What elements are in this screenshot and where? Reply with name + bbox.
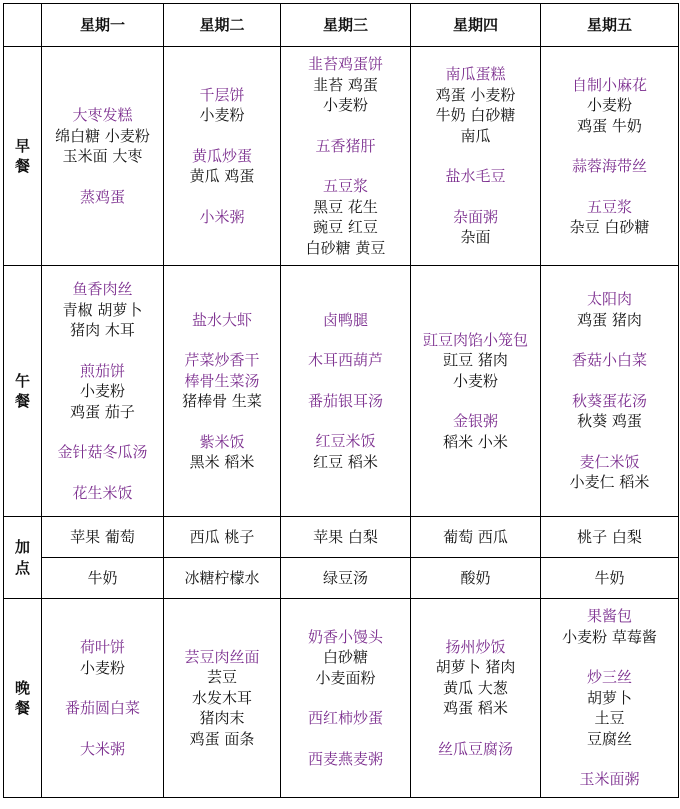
breakfast-cell-wed: [281, 47, 411, 266]
dish-name: 盐水大虾: [191, 310, 252, 329]
header-row: [4, 4, 679, 47]
ingredient-line: 青椒 胡萝卜: [62, 300, 143, 319]
ingredient-line: 鸡蛋 面条: [189, 729, 255, 748]
ingredient-line: 鸡蛋 猪肉: [577, 310, 642, 329]
dish-spacer: [164, 187, 280, 207]
snack-drink-mon: 牛奶: [42, 558, 164, 599]
dish-name: 自制小麻花: [571, 75, 647, 94]
dish-name: 黄瓜炒蛋: [191, 146, 252, 165]
ingredient-line: 鸡蛋 茄子: [70, 402, 135, 421]
dish-name: 南瓜蛋糕: [445, 65, 506, 84]
dish-spacer: [411, 146, 540, 166]
ingredient-line: 秋葵 鸡蛋: [577, 412, 642, 431]
dish-spacer: [281, 116, 410, 136]
corner-cell: [4, 4, 42, 47]
meal-label-dinner: 晚 餐: [4, 599, 42, 798]
dish-spacer: [411, 391, 540, 411]
dish-name: 蒸鸡蛋: [79, 187, 125, 206]
dish-name: 果酱包: [586, 607, 632, 626]
dish-name: 红豆米饭: [315, 432, 376, 451]
dish-spacer: [541, 432, 678, 452]
ingredient-line: 黄瓜 鸡蛋: [189, 167, 255, 186]
ingredient-line: 杂豆 白砂糖: [569, 218, 650, 236]
dish-name: 卤鸭腿: [322, 310, 368, 329]
dinner-cell-fri: [541, 599, 679, 798]
dish-spacer: [541, 136, 678, 156]
dish-name: 鱼香肉丝: [72, 280, 133, 298]
ingredient-line: 玉米面 大枣: [62, 147, 143, 165]
day-header-mon: 星期一: [42, 4, 164, 47]
meal-label-snack: 加 点: [4, 517, 42, 599]
breakfast-cell-fri: [541, 47, 679, 266]
ingredient-line: 豌豆 红豆: [313, 218, 378, 236]
snack-fruit-thu: 葡萄 西瓜: [411, 517, 541, 558]
dish-spacer: [42, 463, 163, 483]
ingredient-line: 小麦面粉: [315, 668, 376, 687]
dish-spacer: [164, 126, 280, 146]
dish-name: 煎茄饼: [79, 361, 125, 380]
dish-name: 大枣发糕: [72, 106, 133, 124]
dinner-cell-wed: [281, 599, 411, 798]
ingredient-line: 白砂糖 黄豆: [305, 238, 386, 257]
dish-name: 香菇小白菜: [571, 351, 647, 370]
dish-name: 千层饼: [199, 85, 245, 104]
snack-fruit-tue: 西瓜 桃子: [164, 517, 281, 558]
dish-name: 秋葵蛋花汤: [571, 391, 647, 410]
ingredient-line: 稻米 小米: [443, 432, 508, 451]
dish-spacer: [541, 647, 678, 667]
dish-name: 小米粥: [199, 207, 245, 226]
dish-name: 玉米面粥: [579, 770, 640, 789]
ingredient-line: 杂面: [460, 228, 491, 247]
snack-drink-wed: 绿豆汤: [281, 558, 411, 599]
dish-spacer: [164, 412, 280, 432]
ingredient-line: 小麦粉: [452, 371, 498, 390]
ingredient-line: 小麦粉: [79, 658, 125, 677]
dinner-cell-thu: [411, 599, 541, 798]
ingredient-line: 猪棒骨 生菜: [182, 392, 262, 410]
day-header-wed: 星期三: [281, 4, 411, 47]
snack-drink-row: [4, 558, 679, 599]
ingredient-line: 黑豆 花生: [313, 197, 378, 216]
ingredient-line: 土豆: [594, 709, 625, 728]
ingredient-line: 猪肉末: [199, 709, 245, 728]
dish-name: 五香猪肝: [315, 136, 376, 155]
breakfast-row: [4, 47, 679, 266]
snack-fruit-row: [4, 517, 679, 558]
day-header-fri: 星期五: [541, 4, 679, 47]
dish-spacer: [281, 156, 410, 176]
ingredient-line: 水发木耳: [191, 688, 252, 707]
dish-spacer: [541, 330, 678, 350]
dish-spacer: [411, 719, 540, 739]
dish-name: 炒三丝: [586, 668, 632, 687]
ingredient-line: 韭苔 鸡蛋: [313, 75, 378, 94]
ingredient-line: 牛奶 白砂糖: [435, 106, 516, 125]
ingredient-line: 黑米 稻米: [189, 453, 255, 471]
dish-name: 韭苔鸡蛋饼: [307, 55, 383, 73]
snack-fruit-fri: 桃子 白梨: [541, 517, 679, 558]
dish-name: 芹菜炒香干: [184, 351, 260, 369]
dish-spacer: [42, 167, 163, 187]
dinner-row: [4, 599, 679, 798]
lunch-cell-mon: [42, 266, 164, 517]
breakfast-cell-thu: [411, 47, 541, 266]
ingredient-line: 南瓜: [460, 126, 491, 145]
lunch-cell-thu: [411, 266, 541, 517]
weekly-menu-table: [3, 3, 679, 798]
dish-name: 金银粥: [452, 412, 498, 431]
dish-name: 太阳肉: [586, 290, 632, 309]
dish-spacer: [541, 749, 678, 769]
dish-name: 紫米饭: [199, 432, 245, 451]
dish-name: 番茄圆白菜: [64, 699, 140, 717]
dish-name: 丝瓜豆腐汤: [437, 739, 513, 758]
ingredient-line: 芸豆: [206, 668, 237, 687]
meal-label-lunch: 午 餐: [4, 266, 42, 517]
ingredient-line: 豇豆 猪肉: [443, 351, 508, 370]
ingredient-line: 鸡蛋 牛奶: [577, 116, 642, 135]
ingredient-line: 鸡蛋 稻米: [443, 699, 508, 718]
ingredient-line: 小麦粉: [79, 382, 125, 400]
snack-drink-fri: 牛奶: [541, 558, 679, 599]
dish-name: 花生米饭: [72, 483, 133, 502]
dish-spacer: [42, 678, 163, 698]
dish-name: 五豆浆: [322, 177, 368, 195]
dish-name: 豇豆肉馅小笼包: [422, 330, 528, 349]
snack-fruit-wed: 苹果 白梨: [281, 517, 411, 558]
dish-spacer: [281, 411, 410, 431]
dish-name: 麦仁米饭: [579, 452, 640, 471]
lunch-cell-fri: [541, 266, 679, 517]
ingredient-line: 猪肉 木耳: [70, 321, 135, 339]
ingredient-line: 鸡蛋 小麦粉: [435, 85, 516, 104]
ingredient-line: 白砂糖: [322, 648, 368, 667]
ingredient-line: 红豆 稻米: [313, 452, 378, 471]
lunch-cell-wed: [281, 266, 411, 517]
ingredient-line: 小麦粉: [586, 96, 632, 114]
dish-spacer: [281, 729, 410, 749]
ingredient-line: 小麦粉 草莓酱: [562, 627, 657, 646]
ingredient-line: 小麦粉: [199, 106, 245, 125]
snack-drink-tue: 冰糖柠檬水: [164, 558, 281, 599]
lunch-row: [4, 266, 679, 517]
dinner-cell-mon: [42, 599, 164, 798]
dish-name: 五豆浆: [586, 197, 632, 216]
dinner-cell-tue: [164, 599, 281, 798]
dish-spacer: [42, 422, 163, 442]
ingredient-line: 小麦仁 稻米: [569, 473, 650, 492]
dish-spacer: [42, 719, 163, 739]
dish-name: 杂面粥: [452, 207, 498, 226]
dish-name: 西麦燕麦粥: [307, 749, 383, 768]
day-header-tue: 星期二: [164, 4, 281, 47]
dish-name: 盐水毛豆: [445, 167, 506, 186]
lunch-cell-tue: [164, 266, 281, 517]
dish-spacer: [281, 371, 410, 391]
breakfast-cell-tue: [164, 47, 281, 266]
dish-spacer: [164, 330, 280, 350]
dish-name: 木耳西葫芦: [307, 351, 383, 370]
ingredient-line: 绵白糖 小麦粉: [55, 126, 150, 145]
snack-fruit-mon: 苹果 葡萄: [42, 517, 164, 558]
ingredient-line: 豆腐丝: [586, 729, 632, 748]
dish-name: 金针菇冬瓜汤: [57, 443, 148, 461]
ingredient-line: 黄瓜 大葱: [443, 678, 508, 697]
dish-spacer: [281, 688, 410, 708]
ingredient-line: 胡萝卜: [586, 688, 632, 707]
ingredient-line: 胡萝卜 猪肉: [435, 658, 516, 677]
ingredient-line: 小麦粉: [322, 96, 368, 114]
dish-name: 番茄银耳汤: [307, 391, 383, 410]
dish-name: 西红柿炒蛋: [307, 709, 383, 728]
dish-name: 大米粥: [79, 739, 125, 758]
dish-spacer: [411, 187, 540, 207]
dish-name: 芸豆肉丝面: [184, 647, 260, 666]
dish-name: 棒骨生菜汤: [184, 371, 260, 390]
dish-spacer: [541, 371, 678, 391]
snack-drink-thu: 酸奶: [411, 558, 541, 599]
dish-name: 扬州炒饭: [445, 637, 506, 656]
dish-spacer: [42, 341, 163, 361]
dish-name: 蒜蓉海带丝: [571, 157, 647, 175]
dish-spacer: [281, 330, 410, 350]
dish-name: 奶香小馒头: [307, 627, 383, 646]
dish-name: 荷叶饼: [79, 638, 125, 656]
day-header-thu: 星期四: [411, 4, 541, 47]
breakfast-cell-mon: [42, 47, 164, 266]
dish-spacer: [541, 177, 678, 197]
meal-label-breakfast: 早 餐: [4, 47, 42, 266]
